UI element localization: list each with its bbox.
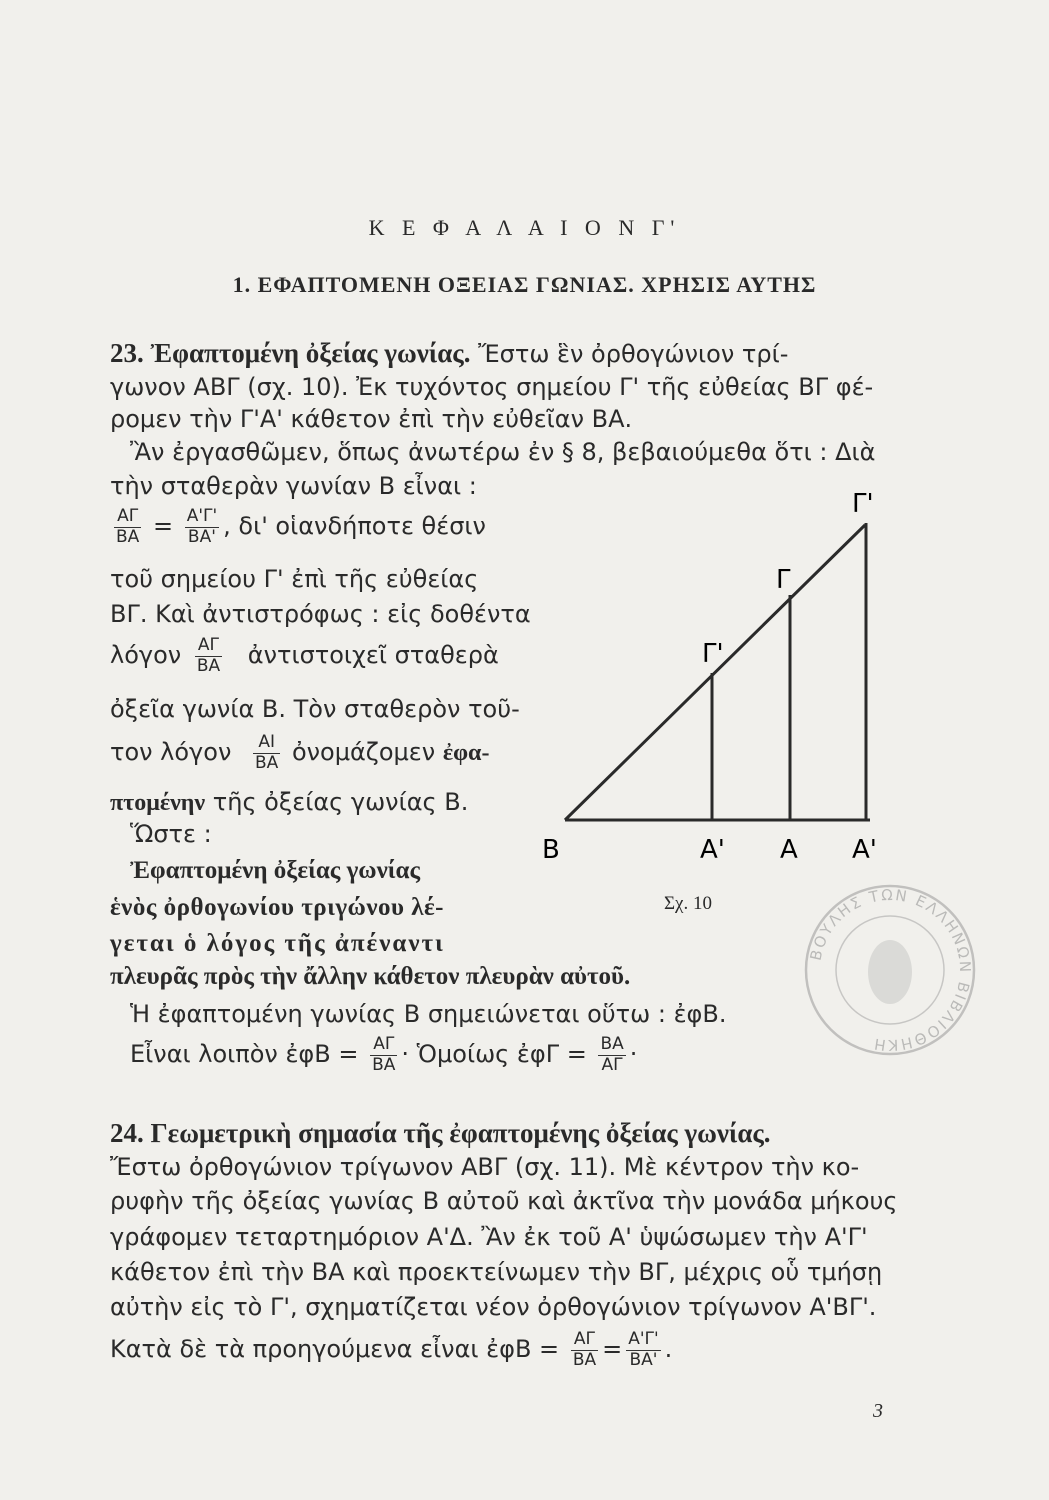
definition-line-1: Ἐφαπτομένη ὀξείας γωνίας bbox=[130, 857, 420, 884]
label-a-prime-inner: Α' bbox=[700, 835, 725, 865]
p23-line-10: ὀξεῖα γωνία Β. Τὸν σταθερὸν τοῦ- bbox=[110, 695, 520, 723]
p23-line-2: γωνον ΑΒΓ (σχ. 10). Ἐκ τυχόντος σημείου Γ' τῆς εὐθείας ΒΓ φέ- bbox=[110, 373, 874, 401]
p23-line-11: τον λόγον $\frac{AI}{BA}$ ὀνομάζομεν ἐφα- bbox=[110, 732, 490, 773]
label-g-prime-inner: Γ' bbox=[702, 639, 724, 669]
label-a: Α bbox=[780, 835, 798, 865]
p23-line-13: Ὥστε : bbox=[130, 820, 212, 848]
p23-line-5: τὴν σταθερὰν γωνίαν Β εἶναι : bbox=[110, 472, 477, 500]
p23-line-14: Ἡ ἐφαπτομένη γωνίας Β σημειώνεται οὕτω : ἐφΒ. bbox=[130, 1000, 727, 1028]
p23-line-7: τοῦ σημείου Γ' ἐπὶ τῆς εὐθείας bbox=[110, 565, 479, 593]
p23-l1-rest: Ἔστω ἓν ὀρθογώνιον τρί- bbox=[478, 340, 789, 368]
p24-heading: 24. Γεωμετρικὴ σημασία τῆς ἐφαπτομένης ὀξείας γωνίας. bbox=[110, 1118, 771, 1148]
p23-line-15: Εἶναι λοιπὸν ἐφΒ = $\frac{A\Gamma}{BA}$ · Ὁμοίως ἐφΓ = $\frac{BA}{A\Gamma}$ · bbox=[130, 1034, 638, 1075]
p23-line-4: Ἂν ἐργασθῶμεν, ὅπως ἀνωτέρω ἐν § 8, βεβαιούμεθα ὅτι : Διὰ bbox=[130, 438, 876, 466]
p23-line-1 bbox=[110, 338, 788, 369]
p24-line-2: ρυφὴν τῆς ὀξείας γωνίας Β αὐτοῦ καὶ ἀκτῖνα τὴν μονάδα μήκους bbox=[110, 1187, 898, 1215]
p23-heading: 23. Ἐφαπτομένη ὀξείας γωνίας. bbox=[110, 338, 471, 368]
definition-line-3: γεται ὁ λόγος τῆς ἀπέναντι bbox=[110, 930, 445, 957]
equals-sign: = bbox=[152, 512, 174, 541]
figure-caption: Σχ. 10 bbox=[664, 893, 712, 914]
fraction-ba-ag: $\frac{BA}{A\Gamma}$ bbox=[600, 1034, 624, 1075]
p23-line-3: ρομεν τὴν Γ'Α' κάθετον ἐπὶ τὴν εὐθεῖαν ΒΑ. bbox=[110, 405, 633, 433]
p23-line-8: ΒΓ. Καὶ ἀντιστρόφως : εἰς δοθέντα bbox=[110, 600, 531, 628]
fraction-ag-ba-4: $\frac{A\Gamma}{BA}$ bbox=[572, 1329, 597, 1370]
p24-line-3: γράφομεν τεταρτημόριον Α'Δ. Ἂν ἐκ τοῦ Α' ὑψώσωμεν τὴν Α'Γ' bbox=[110, 1223, 868, 1251]
p24-line-5: αὐτὴν εἰς τὸ Γ', σχηματίζεται νέον ὀρθογώνιον τρίγωνον Α'ΒΓ'. bbox=[110, 1293, 877, 1321]
definition-line-2: ἑνὸς ὀρθογωνίου τριγώνου λέ- bbox=[110, 894, 444, 921]
p23-line-12: πτομένην τῆς ὀξείας γωνίας Β. bbox=[110, 788, 469, 816]
p23-line-6 bbox=[110, 507, 486, 547]
label-b: Β bbox=[542, 835, 560, 865]
svg-text:ΒΟΥΛΗΣ ΤΩΝ ΕΛΛΗΝΩΝ ΒΙΒΛΙΟΘΗΚΗ: ΒΟΥΛΗΣ ΤΩΝ ΕΛΛΗΝΩΝ ΒΙΒΛΙΟΘΗΚΗ bbox=[806, 885, 975, 1055]
page-number: 3 bbox=[873, 1400, 883, 1422]
label-g-prime-top: Γ' bbox=[852, 489, 874, 519]
p24-line-1: Ἔστω ὀρθογώνιον τρίγωνον ΑΒΓ (σχ. 11). Μὲ κέντρον τὴν κο- bbox=[110, 1153, 860, 1181]
section-title: 1. ΕΦΑΠΤΟΜΕΝΗ ΟΞΕΙΑΣ ΓΩΝΙΑΣ. ΧΡΗΣΙΣ ΑΥΤΗΣ bbox=[232, 272, 817, 297]
fraction-ag-ba: $\frac{A\Gamma}{BA}$ bbox=[116, 506, 140, 547]
chapter-title: Κ Ε Φ Α Λ Α Ι Ο Ν Γ' bbox=[368, 215, 681, 240]
fraction-ag-ba-3: $\frac{A\Gamma}{BA}$ bbox=[372, 1034, 396, 1075]
fraction-ai-ba: $\frac{AI}{BA}$ bbox=[255, 732, 279, 773]
fraction-a1g1-ba1: $\frac{A'\Gamma'}{BA'}$ bbox=[186, 506, 218, 547]
label-g: Γ bbox=[776, 565, 791, 595]
label-a-prime-outer: Α' bbox=[852, 835, 877, 865]
hypotenuse-line bbox=[565, 525, 865, 820]
definition-line-4: πλευρᾶς πρὸς τὴν ἄλλην κάθετον πλευρὰν αὐτοῦ. bbox=[110, 963, 631, 990]
p24-line-4: κάθετον ἐπὶ τὴν ΒΑ καὶ προεκτείνωμεν τὴν ΒΓ, μέχρις οὗ τμήσῃ bbox=[110, 1258, 883, 1286]
library-stamp-icon bbox=[800, 880, 980, 1060]
fraction-ag-ba-2: $\frac{A\Gamma}{BA}$ bbox=[196, 635, 221, 676]
figure-10-diagram bbox=[540, 470, 920, 940]
p23-l6-rest: , δι' οἱανδήποτε θέσιν bbox=[223, 512, 486, 541]
fraction-a1g1-ba1-2: $\frac{A'\Gamma'}{BA'}$ bbox=[628, 1329, 659, 1370]
p23-line-9: λόγον $\frac{A\Gamma}{BA}$ ἀντιστοιχεῖ σταθερὰ bbox=[110, 635, 499, 676]
p24-line-6: Κατὰ δὲ τὰ προηγούμενα εἶναι ἐφΒ = $\frac{A\Gamma}{BA}$ = $\frac{A'\Gamma'}{BA'}$ . bbox=[110, 1329, 673, 1370]
